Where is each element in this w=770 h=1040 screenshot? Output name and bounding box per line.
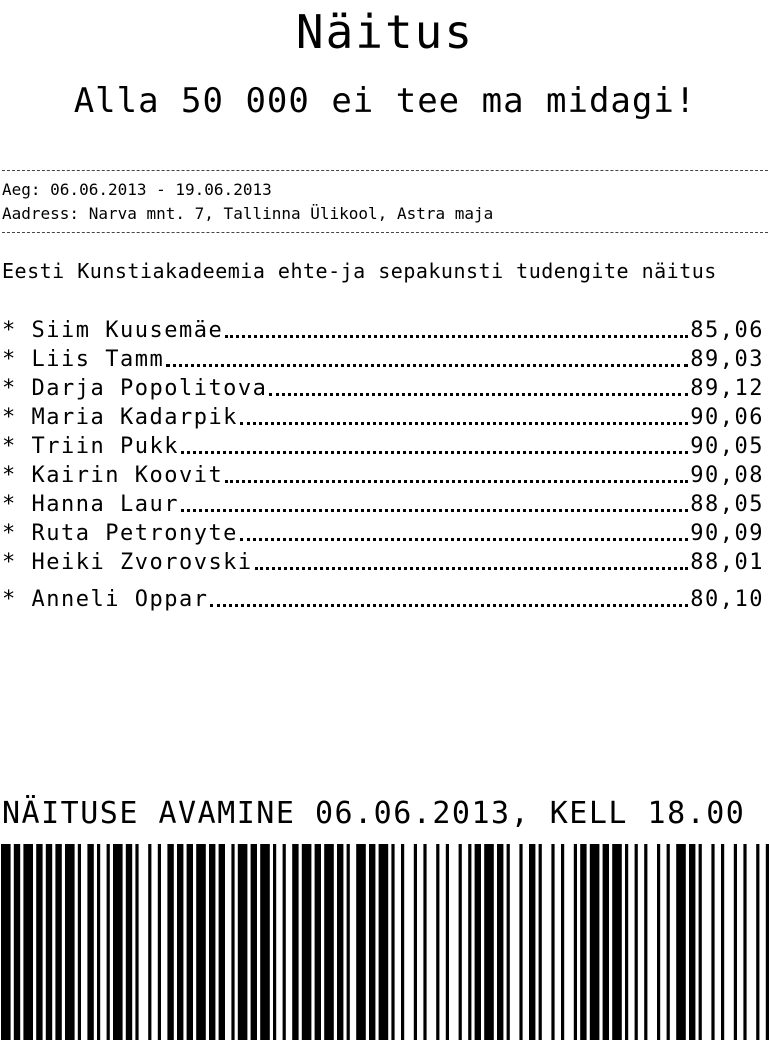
dot-leader [255,567,689,570]
participant-score: 89,12 [690,376,764,401]
participant-score: 88,05 [690,492,764,517]
barcode-bar [580,844,586,1040]
barcode-bar [539,844,542,1040]
barcode-bar [756,844,759,1040]
participant-row [2,432,764,461]
ticket-title: Näitus [295,5,475,59]
bullet-mark: * [2,376,17,401]
participant-score: 90,09 [690,521,764,546]
participant-list [2,316,764,614]
bullet-mark: * [2,587,17,612]
participant-row [2,403,764,432]
participant-row [2,585,764,614]
participant-row [2,316,764,345]
participant-name: Darja Popolitova [31,376,268,401]
barcode-bar [219,844,225,1040]
barcode-bar [292,844,298,1040]
barcode-bar [238,844,248,1040]
bullet-mark: * [2,405,17,430]
participant-score: 90,08 [690,463,764,488]
exhibition-address: Aadress: Narva mnt. 7, Tallinna Ülikool, Astra maja [2,204,494,223]
participant-row [2,548,764,577]
barcode-bar [401,844,404,1040]
barcode-bar [209,844,215,1040]
barcode-bar [23,844,33,1040]
bullet-mark: * [2,318,17,343]
barcode-bar [148,844,151,1040]
barcode-bar [369,844,375,1040]
barcode-bar [667,844,670,1040]
bullet-mark: * [2,347,17,372]
dot-leader [181,451,688,454]
bullet-mark: * [2,492,17,517]
barcode-bar [766,844,769,1040]
barcode-bar [177,844,183,1040]
barcode-bar [135,844,138,1040]
barcode-bar [356,844,366,1040]
barcode-bar [574,844,577,1040]
barcode-bar [302,844,312,1040]
barcode-bar [107,844,110,1040]
barcode-bar [590,844,600,1040]
exhibition-dates: Aeg: 06.06.2013 - 19.06.2013 [2,180,272,199]
barcode-bar [158,844,161,1040]
barcode-bar [561,844,564,1040]
participant-score: 88,01 [690,550,764,575]
dot-leader [181,509,688,512]
participant-row [2,461,764,490]
dot-leader [225,335,688,338]
participant-score: 89,03 [690,347,764,372]
barcode-bar [743,844,746,1040]
barcode-image [0,844,770,1040]
barcode-bar [337,844,343,1040]
barcode-bar [468,844,471,1040]
barcode-bar [126,844,132,1040]
bullet-mark: * [2,550,17,575]
barcode-bar [391,844,394,1040]
barcode-bar [484,844,494,1040]
barcode-bar [187,844,193,1040]
barcode-bar [603,844,609,1040]
barcode-bar [1,844,11,1040]
participant-name: Anneli Oppar [31,587,209,612]
barcode-bar [36,844,42,1040]
barcode-bar [497,844,503,1040]
barcode-bar [699,844,702,1040]
barcode-bar [475,844,481,1040]
barcode-bar [734,844,737,1040]
participant-row [2,490,764,519]
barcode-bar [446,844,449,1040]
dashed-divider-bottom [2,232,768,233]
barcode-bar [436,844,439,1040]
barcode-bar [324,844,334,1040]
barcode-bar [635,844,638,1040]
barcode-bar [676,844,686,1040]
participant-name: Kairin Koovit [31,463,224,488]
barcode-bar [721,844,724,1040]
dot-leader [269,393,688,396]
barcode-bar [551,844,554,1040]
barcode-bar [657,844,660,1040]
barcode-bar [507,844,510,1040]
dot-leader [240,422,688,425]
barcode-bar [347,844,350,1040]
dot-leader [166,364,688,367]
bullet-mark: * [2,434,17,459]
dot-leader [240,538,688,541]
participant-name: Maria Kadarpik [31,405,238,430]
barcode-bar [231,844,234,1040]
barcode-bar [87,844,93,1040]
barcode-bar [97,844,100,1040]
barcode-bar [315,844,321,1040]
barcode-bar [519,844,522,1040]
ticket-subtitle: Alla 50 000 ei tee ma midagi! [73,81,697,121]
barcode-bar [379,844,389,1040]
participant-name: Ruta Petronyte [31,521,238,546]
participant-name: Liis Tamm [31,347,165,372]
participant-score: 85,06 [690,318,764,343]
participant-row [2,345,764,374]
barcode-bar [689,844,695,1040]
barcode-bar [55,844,61,1040]
participant-score: 90,06 [690,405,764,430]
barcode-bar [113,844,123,1040]
barcode-bar [529,844,535,1040]
dot-leader [210,604,688,607]
barcode-bar [423,844,426,1040]
barcode-bar [196,844,206,1040]
barcode-bar [167,844,173,1040]
barcode-bar [625,844,628,1040]
barcode-bar [65,844,75,1040]
barcode-bar [459,844,462,1040]
dot-leader [225,480,688,483]
participant-name: Triin Pukk [31,434,179,459]
barcode-bar [260,844,270,1040]
barcode-bar [251,844,257,1040]
barcode-bar [414,844,417,1040]
exhibition-description: Eesti Kunstiakadeemia ehte-ja sepakunsti tudengite näitus [2,259,717,283]
barcode-bar [78,844,81,1040]
barcode-bar [283,844,286,1040]
participant-row [2,519,764,548]
participant-row [2,374,764,403]
opening-announcement: NÄITUSE AVAMINE 06.06.2013, KELL 18.00 [2,796,746,831]
barcode-bar [644,844,647,1040]
participant-score: 90,05 [690,434,764,459]
dashed-divider-top [2,170,768,171]
barcode-bar [46,844,52,1040]
participant-name: Siim Kuusemäe [31,318,224,343]
participant-name: Hanna Laur [31,492,179,517]
barcode-bar [711,844,714,1040]
bullet-mark: * [2,463,17,488]
participant-score: 80,10 [690,587,764,612]
participant-name: Heiki Zvorovski [31,550,253,575]
bullet-mark: * [2,521,17,546]
barcode-bar [612,844,622,1040]
barcode-bar [14,844,20,1040]
barcode-bar [273,844,276,1040]
